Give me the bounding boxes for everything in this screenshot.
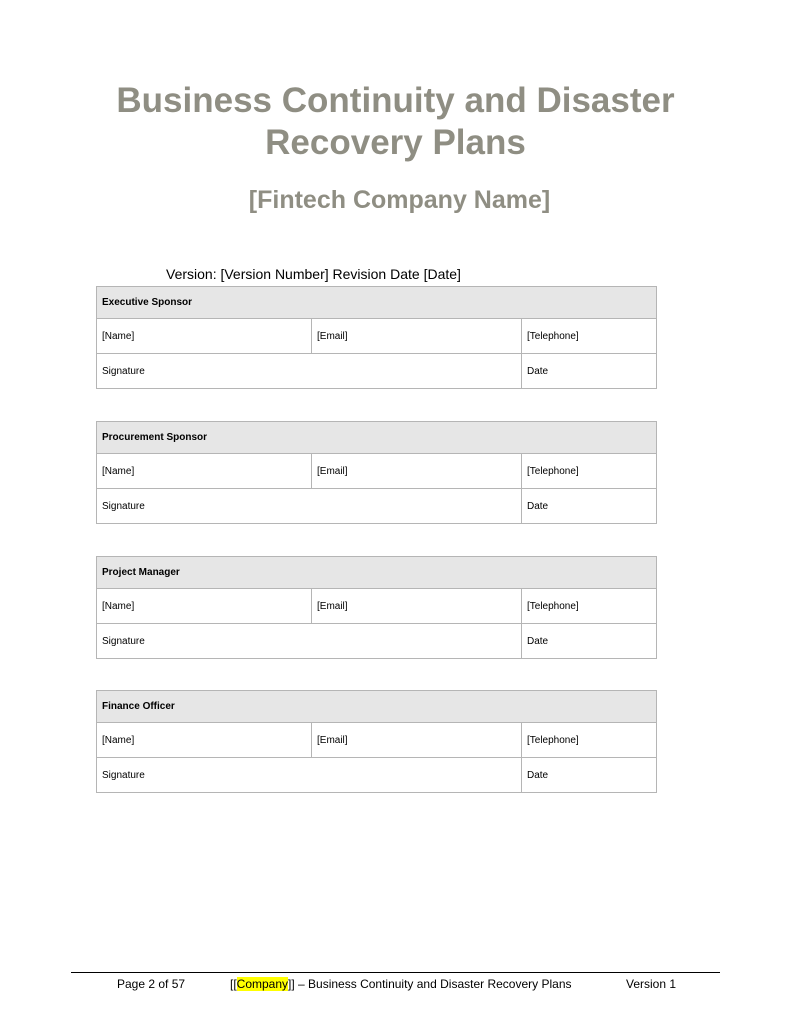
email-field[interactable]: [Email]	[312, 589, 522, 624]
footer-divider	[71, 972, 720, 973]
signature-field[interactable]: Signature	[97, 489, 522, 524]
company-name-placeholder: [Fintech Company Name]	[248, 186, 551, 214]
name-field[interactable]: [Name]	[97, 589, 312, 624]
footer-company-suffix: ]] – Business Continuity and Disaster Recovery Plans	[288, 977, 572, 991]
email-field[interactable]: [Email]	[312, 319, 522, 354]
signature-field[interactable]: Signature	[97, 354, 522, 389]
telephone-field[interactable]: [Telephone]	[522, 723, 657, 758]
role-header: Procurement Sponsor	[97, 422, 657, 454]
footer-page-number: Page 2 of 57	[117, 977, 186, 991]
signoff-table-finance-officer	[96, 690, 657, 793]
name-field[interactable]: [Name]	[97, 454, 312, 489]
signoff-table-procurement-sponsor	[96, 421, 657, 524]
signoff-table-executive-sponsor	[96, 286, 657, 389]
title-line-1: Business Continuity and Disaster	[116, 81, 675, 120]
telephone-field[interactable]: [Telephone]	[522, 589, 657, 624]
name-field[interactable]: [Name]	[97, 319, 312, 354]
name-field[interactable]: [Name]	[97, 723, 312, 758]
role-header: Finance Officer	[97, 691, 657, 723]
footer-document-title	[230, 977, 572, 992]
document-title	[0, 80, 791, 164]
date-field[interactable]: Date	[522, 489, 657, 524]
footer-company-prefix: [[	[230, 977, 237, 991]
role-header: Project Manager	[97, 557, 657, 589]
role-header: Executive Sponsor	[97, 287, 657, 319]
footer-version: Version 1	[626, 977, 677, 991]
date-field[interactable]: Date	[522, 354, 657, 389]
email-field[interactable]: [Email]	[312, 723, 522, 758]
signoff-table-project-manager	[96, 556, 657, 659]
telephone-field[interactable]: [Telephone]	[522, 319, 657, 354]
title-line-2: Recovery Plans	[265, 123, 526, 162]
signature-field[interactable]: Signature	[97, 624, 522, 659]
footer-company-highlight: Company	[236, 977, 289, 991]
telephone-field[interactable]: [Telephone]	[522, 454, 657, 489]
signature-field[interactable]: Signature	[97, 758, 522, 793]
date-field[interactable]: Date	[522, 758, 657, 793]
email-field[interactable]: [Email]	[312, 454, 522, 489]
version-line: Version: [Version Number] Revision Date [Date]	[166, 266, 461, 282]
date-field[interactable]: Date	[522, 624, 657, 659]
